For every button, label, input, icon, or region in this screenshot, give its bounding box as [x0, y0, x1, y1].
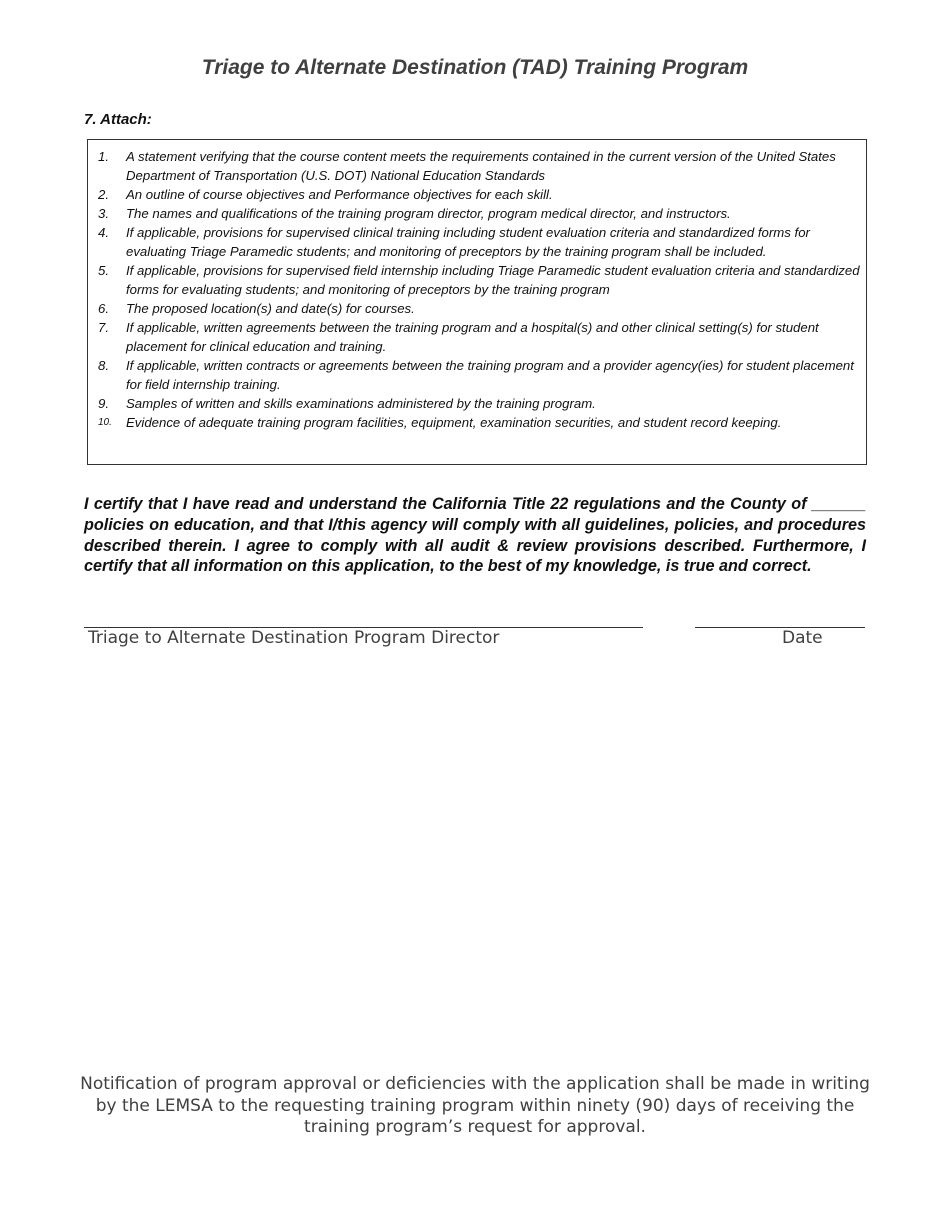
list-item [88, 299, 860, 318]
list-item-number: 10. [98, 417, 112, 428]
list-item-number: 7. [98, 320, 109, 335]
certification-statement: I certify that I have read and understand the California Title 22 regulations and the County of ______ policies on education, and that I/this agency will comply with all guidelines, policies, and procedures described therein. I agree to comply with all audit & review provisions described. Furthermore, I certify that all information on this application, to the best of my knowledge, is true and correct. [84, 495, 866, 576]
list-item-text: If applicable, written contracts or agreements between the training program and a provider agency(ies) for student placement for field internship training. [126, 358, 854, 392]
date-signature-line [695, 627, 865, 628]
list-item-text: If applicable, written agreements between the training program and a hospital(s) and other clinical setting(s) for student placement for clinical education and training. [126, 320, 819, 354]
list-item-text: The proposed location(s) and date(s) for courses. [126, 301, 415, 316]
list-item-text: An outline of course objectives and Performance objectives for each skill. [126, 187, 553, 202]
list-item-text: A statement verifying that the course content meets the requirements contained in the current version of the United States Department of Transportation (U.S. DOT) National Education Standards [126, 149, 836, 183]
list-item [88, 261, 860, 299]
list-item-text: If applicable, provisions for supervised field internship including Triage Paramedic student evaluation criteria and standardized forms for evaluating students; and monitoring of preceptors by the training program [126, 263, 860, 297]
list-item [88, 413, 860, 432]
list-item-number: 3. [98, 206, 109, 221]
section-label: 7. Attach: [84, 111, 152, 128]
list-item-number: 4. [98, 225, 109, 240]
list-item [88, 318, 860, 356]
date-signature-caption: Date [782, 628, 823, 648]
attachments-box [87, 139, 867, 465]
list-item-number: 8. [98, 358, 109, 373]
notification-statement: Notification of program approval or deficiencies with the application shall be made in writing by the LEMSA to the requesting training program within ninety (90) days of receiving the training program’s request for approval. [80, 1074, 870, 1137]
list-item-text: If applicable, provisions for supervised clinical training including student evaluation criteria and standardized forms for evaluating Triage Paramedic students; and monitoring of preceptors by the training program shall be included. [126, 225, 810, 259]
list-item-number: 6. [98, 301, 109, 316]
list-item [88, 394, 860, 413]
list-item-number: 2. [98, 187, 109, 202]
list-item-number: 5. [98, 263, 109, 278]
list-item-text: Evidence of adequate training program facilities, equipment, examination securities, and student record keeping. [126, 415, 782, 430]
list-item [88, 204, 860, 223]
director-signature-caption: Triage to Alternate Destination Program Director [88, 628, 500, 648]
list-item [88, 223, 860, 261]
list-item-number: 1. [98, 149, 109, 164]
page-title: Triage to Alternate Destination (TAD) Training Program [201, 56, 749, 79]
list-item-text: The names and qualifications of the training program director, program medical director, and instructors. [126, 206, 731, 221]
list-item-text: Samples of written and skills examinations administered by the training program. [126, 396, 596, 411]
list-item [88, 185, 860, 204]
attachments-list [88, 140, 866, 432]
list-item-number: 9. [98, 396, 109, 411]
list-item [88, 356, 860, 394]
list-item [88, 147, 860, 185]
